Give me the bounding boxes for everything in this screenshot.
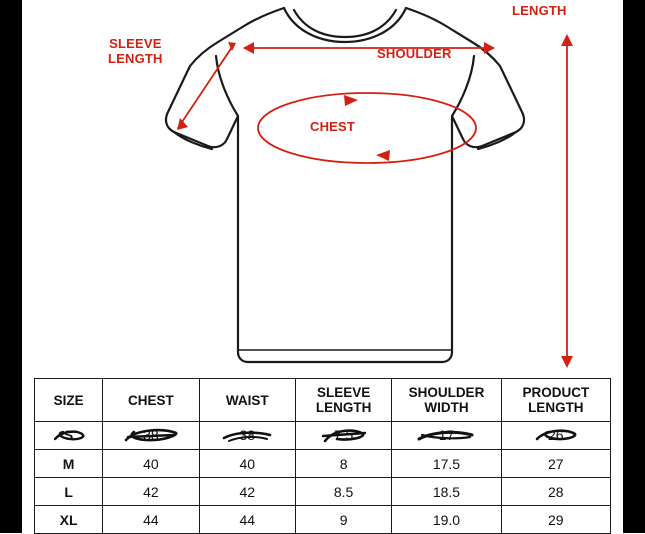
cell-sleeve-length: 9 — [295, 506, 391, 534]
chest-label: CHEST — [310, 119, 356, 134]
cell-size: M — [35, 450, 103, 478]
tshirt-outline — [166, 8, 524, 362]
column-header-sleeve-length: SLEEVE LENGTH — [295, 379, 391, 422]
right-letterbox-bar — [623, 0, 645, 533]
size-table — [34, 378, 611, 534]
chart-canvas — [22, 0, 623, 533]
column-header-shoulder-width: SHOULDER WIDTH — [392, 379, 501, 422]
cell-chest: 40 — [103, 450, 199, 478]
left-letterbox-bar — [0, 0, 22, 533]
column-header-chest: CHEST — [103, 379, 199, 422]
cell-chest: 44 — [103, 506, 199, 534]
length-label: LENGTH — [512, 3, 567, 18]
measurement-annotations — [177, 34, 573, 368]
table-row — [35, 506, 611, 534]
cell-product-length: 29 — [501, 506, 610, 534]
cell-size: XL — [35, 506, 103, 534]
cell-size: L — [35, 478, 103, 506]
table-row — [35, 422, 611, 450]
cell-chest: 38 — [103, 422, 199, 450]
cell-waist: 38 — [199, 422, 295, 450]
table-row — [35, 478, 611, 506]
cell-sleeve-length: 8.5 — [295, 478, 391, 506]
chest-ellipse — [258, 93, 476, 163]
cell-shoulder-width: 17.5 — [392, 450, 501, 478]
cell-product-length: 28 — [501, 478, 610, 506]
sleeve-length-arrow-line — [177, 42, 236, 130]
shoulder-arrow-line — [243, 42, 495, 54]
column-header-product-length: PRODUCT LENGTH — [501, 379, 610, 422]
column-header-waist: WAIST — [199, 379, 295, 422]
sleeve-length-label: SLEEVE LENGTH — [108, 36, 163, 66]
cell-size: S — [35, 422, 103, 450]
cell-waist: 42 — [199, 478, 295, 506]
cell-waist: 44 — [199, 506, 295, 534]
cell-product-length: 27 — [501, 450, 610, 478]
cell-shoulder-width: 17 — [392, 422, 501, 450]
cell-shoulder-width: 19.0 — [392, 506, 501, 534]
cell-shoulder-width: 18.5 — [392, 478, 501, 506]
cell-product-length: 26 — [501, 422, 610, 450]
cell-waist: 40 — [199, 450, 295, 478]
tshirt-diagram — [22, 0, 623, 375]
cell-chest: 42 — [103, 478, 199, 506]
table-header-row — [35, 379, 611, 422]
length-arrow-line — [561, 34, 573, 368]
cell-sleeve-length: 8 — [295, 450, 391, 478]
cell-sleeve-length: 7.5 — [295, 422, 391, 450]
table-row — [35, 450, 611, 478]
shoulder-label: SHOULDER — [377, 46, 452, 61]
column-header-size: SIZE — [35, 379, 103, 422]
